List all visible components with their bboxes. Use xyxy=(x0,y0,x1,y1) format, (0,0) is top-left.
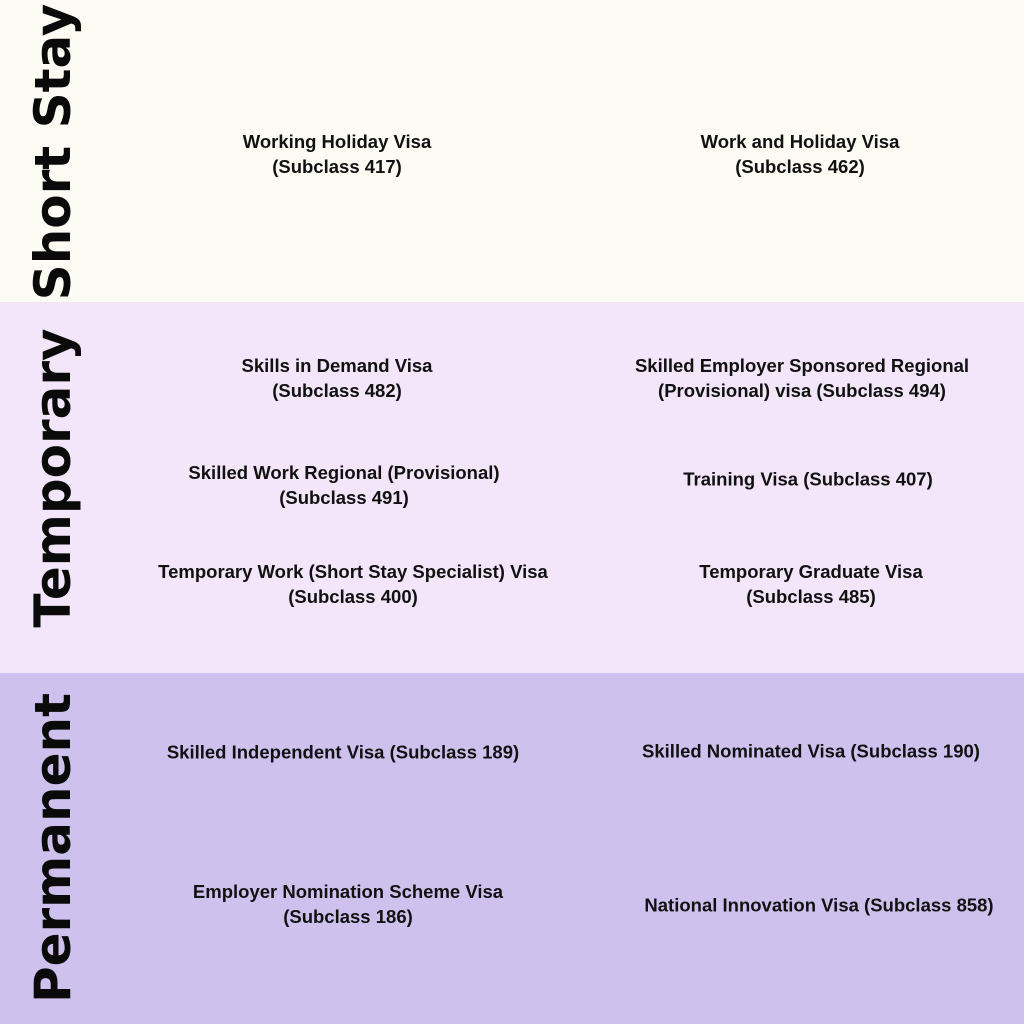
visa-subclass: (Subclass 482) xyxy=(272,380,402,401)
visa-name: Work and Holiday Visa xyxy=(700,131,900,152)
visa-subclass: (Subclass 186) xyxy=(283,906,413,927)
visa-name: Skilled Work Regional (Provisional) xyxy=(188,462,500,483)
visa-name: Employer Nomination Scheme Visa xyxy=(192,881,504,902)
short-stay-label: Short Stay xyxy=(24,3,82,301)
visa-item-417 xyxy=(243,129,431,179)
visa-subclass: (Subclass 485) xyxy=(746,586,876,607)
visa-name: Temporary Graduate Visa xyxy=(699,561,923,582)
visa-item-491 xyxy=(188,460,499,510)
visa-item-494 xyxy=(635,353,969,403)
visa-item-407 xyxy=(683,467,933,492)
temporary-label: Temporary xyxy=(24,328,82,628)
visa-item-400 xyxy=(158,559,548,609)
visa-name: Skilled Independent Visa (Subclass 189) xyxy=(166,741,520,763)
visa-name: Skilled Nominated Visa (Subclass 190) xyxy=(642,740,980,762)
visa-subclass: (Subclass 400) xyxy=(288,586,418,607)
visa-name: National Innovation Visa (Subclass 858) xyxy=(644,894,994,916)
visa-name: Working Holiday Visa xyxy=(242,131,432,152)
visa-item-858 xyxy=(644,893,993,918)
visa-item-189 xyxy=(167,740,519,765)
visa-name: Temporary Work (Short Stay Specialist) Visa xyxy=(158,561,548,582)
visa-name: Skilled Employer Sponsored Regional xyxy=(634,355,970,376)
permanent-section xyxy=(0,673,1024,1024)
visa-subclass: (Subclass 491) xyxy=(279,487,409,508)
visa-item-186 xyxy=(193,879,503,929)
visa-item-190 xyxy=(642,739,980,764)
visa-subclass: (Provisional) visa (Subclass 494) xyxy=(658,380,946,401)
visa-item-482 xyxy=(242,353,433,403)
visa-name: Training Visa (Subclass 407) xyxy=(683,468,933,490)
visa-name: Skills in Demand Visa xyxy=(241,355,433,376)
visa-subclass: (Subclass 417) xyxy=(272,156,402,177)
visa-subclass: (Subclass 462) xyxy=(735,156,865,177)
permanent-label: Permanent xyxy=(24,692,82,1004)
visa-item-462 xyxy=(701,129,900,179)
visa-item-485 xyxy=(699,559,922,609)
